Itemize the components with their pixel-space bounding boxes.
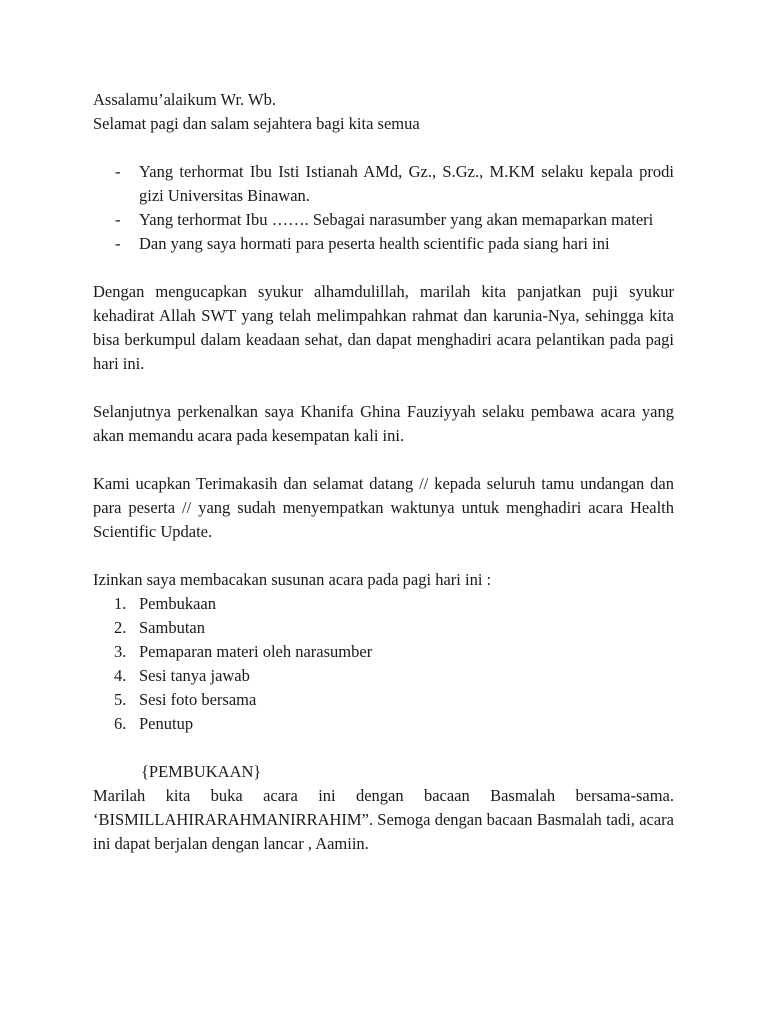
agenda-item [93,616,674,640]
document-body [93,88,674,856]
paragraph-introduction: Selanjutnya perkenalkan saya Khanifa Ghina Fauziyyah selaku pembawa acara yang akan memandu acara pada kesempatan kali ini. [93,402,674,445]
list-item [93,232,674,256]
blank-line [93,256,674,280]
agenda-text: Sesi tanya jawab [139,666,250,685]
blank-line [93,544,674,568]
list-dash: - [115,234,121,253]
paragraph-opening-prayer: Marilah kita buka acara ini dengan bacaan Basmalah bersama-sama. ‘BISMILLAHIRARAHMANIRRAHIM”. Semoga dengan bacaan Basmalah tadi, acara ini dapat berjalan dengan lancar , Aamiin. [93,786,674,853]
list-dash: - [115,162,121,181]
list-item-text: Yang terhormat Ibu Isti Istianah AMd, Gz., S.Gz., M.KM selaku kepala prodi gizi Universitas Binawan. [139,162,674,205]
agenda-item [93,592,674,616]
agenda-number: 2. [114,618,127,637]
honorifics-list [93,160,674,256]
section-heading: {PEMBUKAAN} [141,762,262,781]
blank-line [93,136,674,160]
list-dash: - [115,210,121,229]
list-item [93,160,674,208]
agenda-item [93,688,674,712]
agenda-number: 6. [114,714,127,733]
agenda-text: Penutup [139,714,194,733]
agenda-text: Sambutan [139,618,205,637]
blank-line [93,376,674,400]
blank-line [93,736,674,760]
agenda-number: 4. [114,666,127,685]
list-item-text: Dan yang saya hormati para peserta health scientific pada siang hari ini [139,234,610,253]
agenda-number: 5. [114,690,127,709]
paragraph-gratitude: Dengan mengucapkan syukur alhamdulillah, marilah kita panjatkan puji syukur kehadirat Allah SWT yang telah melimpahkan rahmat dan karunia-Nya, sehingga kita bisa berkumpul dalam keadaan sehat, dan dapat menghadiri acara pelantikan pada pagi hari ini. [93,282,674,373]
agenda-number: 3. [114,642,127,661]
agenda-intro: Izinkan saya membacakan susunan acara pada pagi hari ini : [93,570,492,589]
greeting: Assalamu’alaikum Wr. Wb. [93,90,276,109]
agenda-list [93,592,674,736]
paragraph-welcome: Kami ucapkan Terimakasih dan selamat datang // kepada seluruh tamu undangan dan para peserta // yang sudah menyempatkan waktunya untuk menghadiri acara Health Scientific Update. [93,474,674,541]
agenda-item [93,664,674,688]
agenda-number: 1. [114,594,127,613]
agenda-item [93,640,674,664]
agenda-text: Sesi foto bersama [139,690,257,709]
agenda-item [93,712,674,736]
agenda-text: Pemaparan materi oleh narasumber [139,642,373,661]
list-item [93,208,674,232]
opening-line: Selamat pagi dan salam sejahtera bagi kita semua [93,114,420,133]
agenda-text: Pembukaan [139,594,216,613]
blank-line [93,448,674,472]
list-item-text: Yang terhormat Ibu ……. Sebagai narasumber yang akan memaparkan materi [139,210,654,229]
